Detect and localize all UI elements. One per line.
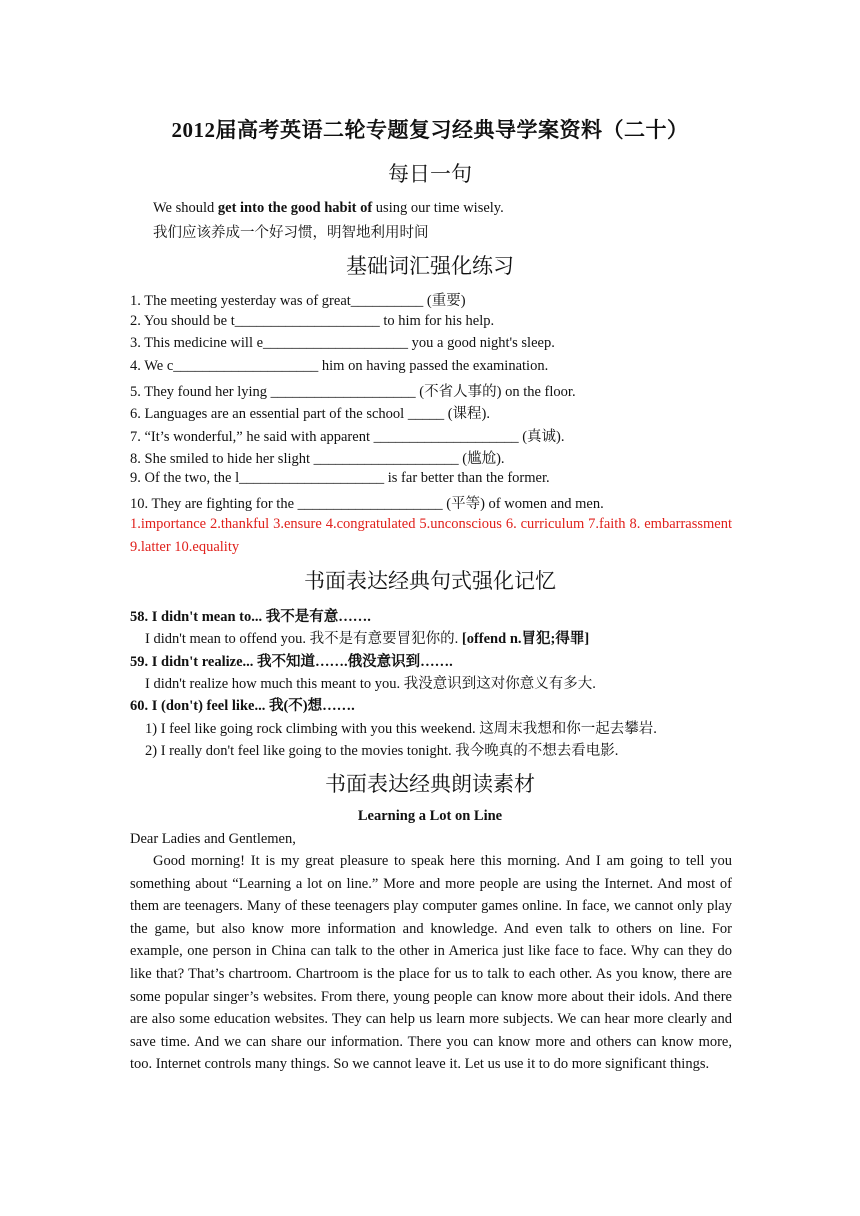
vocab-item: 6. Languages are an essential part of the school _____ (课程).	[130, 406, 490, 422]
pattern-59-heading: 59. I didn't realize... 我不知道…….俄没意识到…….	[130, 654, 453, 670]
vocab-heading: 基础词汇强化练习	[346, 254, 514, 278]
pattern-58-example	[145, 627, 589, 648]
vocab-answers: 1.importance 2.thankful 3.ensure 4.congratulated 5.unconscious 6. curriculum 7.faith 8. embarrassment 9.latter 10.equality	[130, 516, 732, 555]
vocab-item: 9. Of the two, the l____________________ is far better than the former.	[130, 470, 550, 486]
pattern-60-heading: 60. I (don't) feel like... 我(不)想…….	[130, 698, 355, 714]
patterns-heading: 书面表达经典句式强化记忆	[304, 569, 556, 593]
pattern-58-note: [offend n.冒犯;得罪]	[461, 631, 590, 647]
daily-en-post: using our time wisely.	[372, 200, 504, 216]
vocab-item: 7. “It’s wonderful,” he said with apparent ____________________ (真诚).	[130, 429, 565, 445]
vocab-item: 4. We c____________________ him on having passed the examination.	[130, 358, 549, 374]
vocab-item: 3. This medicine will e____________________ you a good night's sleep.	[130, 335, 555, 351]
pattern-58-sentence: I didn't mean to offend you. 我不是有意要冒犯你的.	[145, 631, 462, 647]
pattern-59-example: I didn't realize how much this meant to you. 我没意识到这对你意义有多大.	[145, 676, 596, 692]
pattern-60-example-1: 1) I feel like going rock climbing with you this weekend. 这周末我想和你一起去攀岩.	[145, 721, 657, 737]
daily-en-pre: We should	[153, 200, 218, 216]
reading-title: Learning a Lot on Line	[357, 808, 503, 824]
vocab-item: 1. The meeting yesterday was of great__________ (重要)	[130, 293, 466, 309]
reading-body: Good morning! It is my great pleasure to speak here this morning. And I am going to tell you something about “Learning a lot on line.” More and more people are using the Internet. And most of them are teenagers. Many of these teenagers play computer games online. In face, we cannot only play the game, but also know more information and knowledge. And even talk to others on line. For example, one person in China can talk to the other in America just like face to face. Why can they do like that? That’s chartroom. Chartroom is the place for us to talk to each other. As you know, there are some popular singer’s websites. From there, young people can know more about their idols. And there are also some education websites. They can help us learn more subjects. We can hear more clearly and save time. And we can share our information. There you can know more and others can know more, too. Internet controls many things. So we cannot leave it. Let us use it to do more significant things.	[130, 853, 732, 1073]
vocab-item: 2. You should be t____________________ to him for his help.	[130, 313, 495, 329]
vocab-item: 8. She smiled to hide her slight ____________________ (尴尬).	[130, 451, 505, 467]
page-title: 2012届高考英语二轮专题复习经典导学案资料（二十）	[171, 118, 689, 142]
pattern-60-example-2: 2) I really don't feel like going to the movies tonight. 我今晚真的不想去看电影.	[145, 743, 619, 759]
reading-greeting: Dear Ladies and Gentlemen,	[130, 831, 296, 847]
daily-en-bold: get into the good habit of	[217, 200, 373, 216]
vocab-item: 10. They are fighting for the ____________________ (平等) of women and men.	[130, 496, 604, 512]
daily-sentence-en	[153, 200, 504, 217]
vocab-item: 5. They found her lying ____________________ (不省人事的) on the floor.	[130, 384, 576, 400]
reading-heading: 书面表达经典朗读素材	[325, 772, 535, 796]
daily-sentence-cn: 我们应该养成一个好习惯，明智地利用时间	[153, 225, 429, 241]
daily-heading: 每日一句	[388, 162, 472, 186]
pattern-58-heading: 58. I didn't mean to... 我不是有意…….	[130, 609, 371, 625]
